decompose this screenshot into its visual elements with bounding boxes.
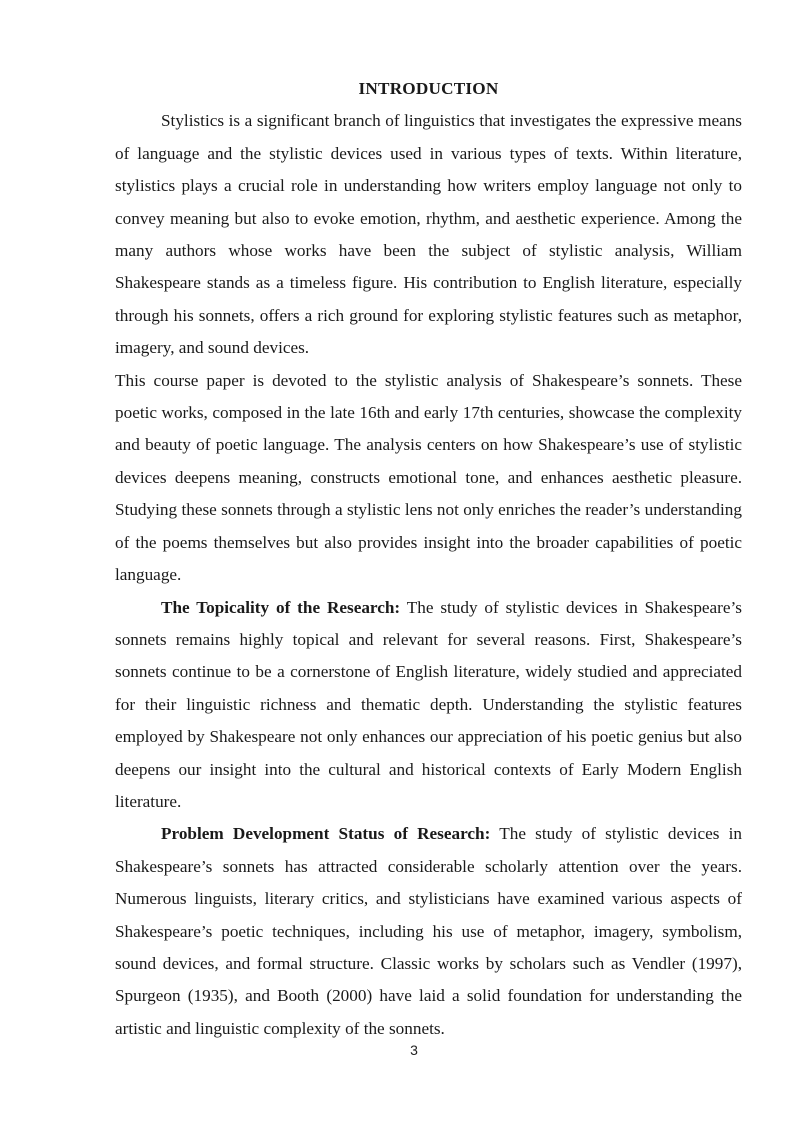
problem-status-paragraph [115, 818, 742, 1045]
course-paper-paragraph: This course paper is devoted to the stylistic analysis of Shakespeare’s sonnets. These poetic works, composed in the late 16th and early 17th centuries, showcase the complexity and beauty of poetic language. The analysis centers on how Shakespeare’s use of stylistic devices deepens meaning, constructs emotional tone, and enhances aesthetic pleasure. Studying these sonnets through a stylistic lens not only enriches the reader’s understanding of the poems themselves but also provides insight into the broader capabilities of poetic language. [115, 370, 742, 585]
topicality-heading: The Topicality of the Research: [161, 597, 401, 617]
topicality-text: The study of stylistic devices in Shakespeare’s sonnets remains highly topical and relevant for several reasons. First, Shakespeare’s sonnets continue to be a cornerstone of English literature, widely studied and appreciated for their linguistic richness and thematic depth. Understanding the stylistic features employed by Shakespeare not only enhances our appreciation of his poetic genius but also deepens our insight into the cultural and historical contexts of Early Modern English literature. [115, 597, 742, 811]
problem-status-heading: Problem Development Status of Research: [161, 824, 491, 844]
page-number: 3 [410, 1042, 418, 1058]
problem-status-text: The study of stylistic devices in Shakespeare’s sonnets has attracted considerable scholarly attention over the years. Numerous linguists, literary critics, and stylisticians have examined various aspects of Shakespeare’s poetic techniques, including his use of metaphor, imagery, symbolism, sound devices, and formal structure. Classic works by scholars such as Vendler (1997), Spurgeon (1935), and Booth (2000) have laid a solid foundation for understanding the artistic and linguistic complexity of the sonnets. [115, 824, 742, 1038]
page-content [115, 73, 742, 1045]
intro-paragraph: Stylistics is a significant branch of linguistics that investigates the expressive means of language and the stylistic devices used in various types of texts. Within literature, stylistics plays a crucial role in understanding how writers employ language not only to convey meaning but also to evoke emotion, rhythm, and aesthetic experience. Among the many authors whose works have been the subject of stylistic analysis, William Shakespeare stands as a timeless figure. His contribution to English literature, especially through his sonnets, offers a rich ground for exploring stylistic features such as metaphor, imagery, and sound devices. [115, 111, 742, 358]
section-heading: INTRODUCTION [358, 79, 499, 98]
topicality-paragraph [115, 592, 742, 819]
